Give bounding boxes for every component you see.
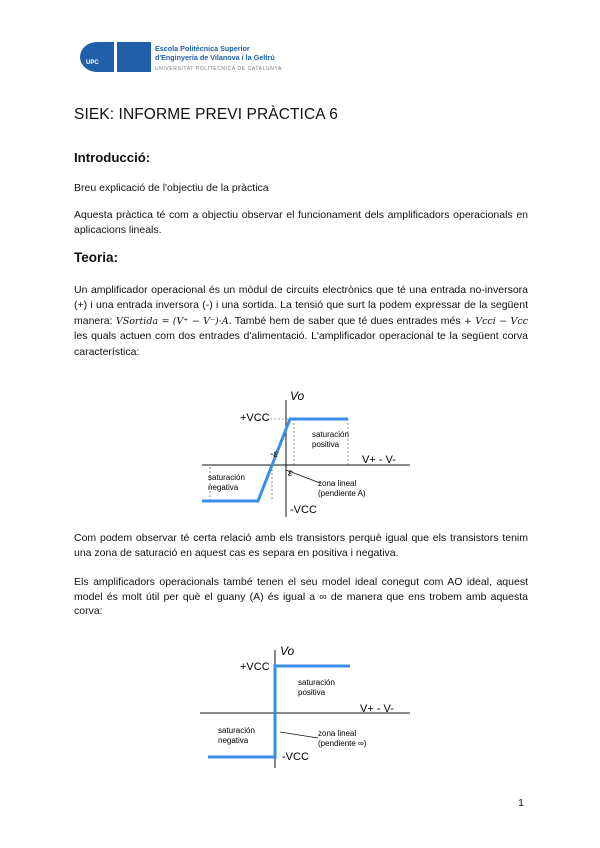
institution-logo [80, 38, 280, 78]
eps-logo-icon [117, 42, 151, 72]
vo-label-ideal: Vo [280, 644, 295, 658]
sat-pos-label-ideal: saturación positiva [298, 678, 335, 697]
formula-vsortida: VSortida = (V⁺ − V⁻)·A. [115, 315, 232, 327]
pos-vcc-label: +VCC [240, 412, 270, 424]
pos-eps-label: ε [288, 468, 293, 479]
theory-p1-c: les quals actuen com dos entrades d'alimentació. L'amplificador operacional te la següent corva característica: [74, 330, 528, 358]
sat-neg-label: saturación negativa [208, 473, 245, 492]
neg-vcc-label: -VCC [290, 504, 317, 516]
zona-label-ideal: zona lineal (pendiente ∞) [318, 729, 367, 748]
pos-vcc-label-ideal: +VCC [240, 661, 270, 673]
axis-label: V+ - V- [362, 454, 396, 466]
opamp-transfer-curve-figure [190, 383, 420, 518]
logo-line-2: d'Enginyeria de Vilanova i la Geltrú [155, 53, 275, 62]
logo-line-3: UNIVERSITAT POLITÈCNICA DE CATALUNYA [155, 66, 282, 72]
theory-paragraph-1 [74, 283, 528, 360]
upc-logo-icon [80, 42, 114, 72]
page-number: 1 [518, 797, 524, 809]
ideal-opamp-curve-figure [200, 640, 415, 770]
logo-mark: UPC [86, 60, 99, 66]
theory-p1-b: També hem de saber que té dues entrades més [234, 314, 461, 327]
zona-arrow-ideal [280, 732, 318, 738]
sat-neg-label-ideal: saturación negativa [218, 726, 255, 745]
vo-label: Vo [290, 389, 305, 403]
zona-label: zona lineal (pendiente A) [318, 479, 366, 498]
axis-label-ideal: V+ - V- [360, 703, 394, 715]
theory-paragraph-3: Els amplificadors operacionals també tenen el seu model ideal conegut com AO ideal, aquest model és molt útil per què el guany (A) és igual a ∞ de manera que ens trobem amb aquesta corva: [74, 576, 528, 618]
theory-p1-a: Un amplificador operacional és un mòdul de circuits electrònics que té una entrada no-inversora (+) i una entrada inversora (-) i una sortida. La tensió que surt la podem expressar de la següent manera: [74, 284, 528, 327]
neg-eps-label: -ε [270, 449, 278, 460]
sat-pos-label: saturación positiva [312, 430, 349, 449]
theory-heading: Teoria: [74, 250, 119, 265]
intro-heading: Introducció: [74, 150, 151, 165]
theory-paragraph-2: Com podem observar té certa relació amb els transistors perquè igual que els transistors tenim una zona de saturació en aquest cas es separa en positiva i negativa. [74, 532, 528, 559]
logo-line-1: Escola Politècnica Superior [155, 44, 250, 53]
page-title: SIEK: INFORME PREVI PRÀCTICA 6 [74, 106, 338, 123]
intro-text: Aquesta pràctica té com a objectiu observar el funcionament dels amplificadors operacionals en aplicacions lineals. [74, 209, 528, 236]
formula-vcc: + Vcci − Vcc [463, 315, 529, 327]
neg-vcc-label-ideal: -VCC [282, 751, 309, 763]
intro-subtitle: Breu explicació de l'objectiu de la pràctica [74, 182, 269, 194]
